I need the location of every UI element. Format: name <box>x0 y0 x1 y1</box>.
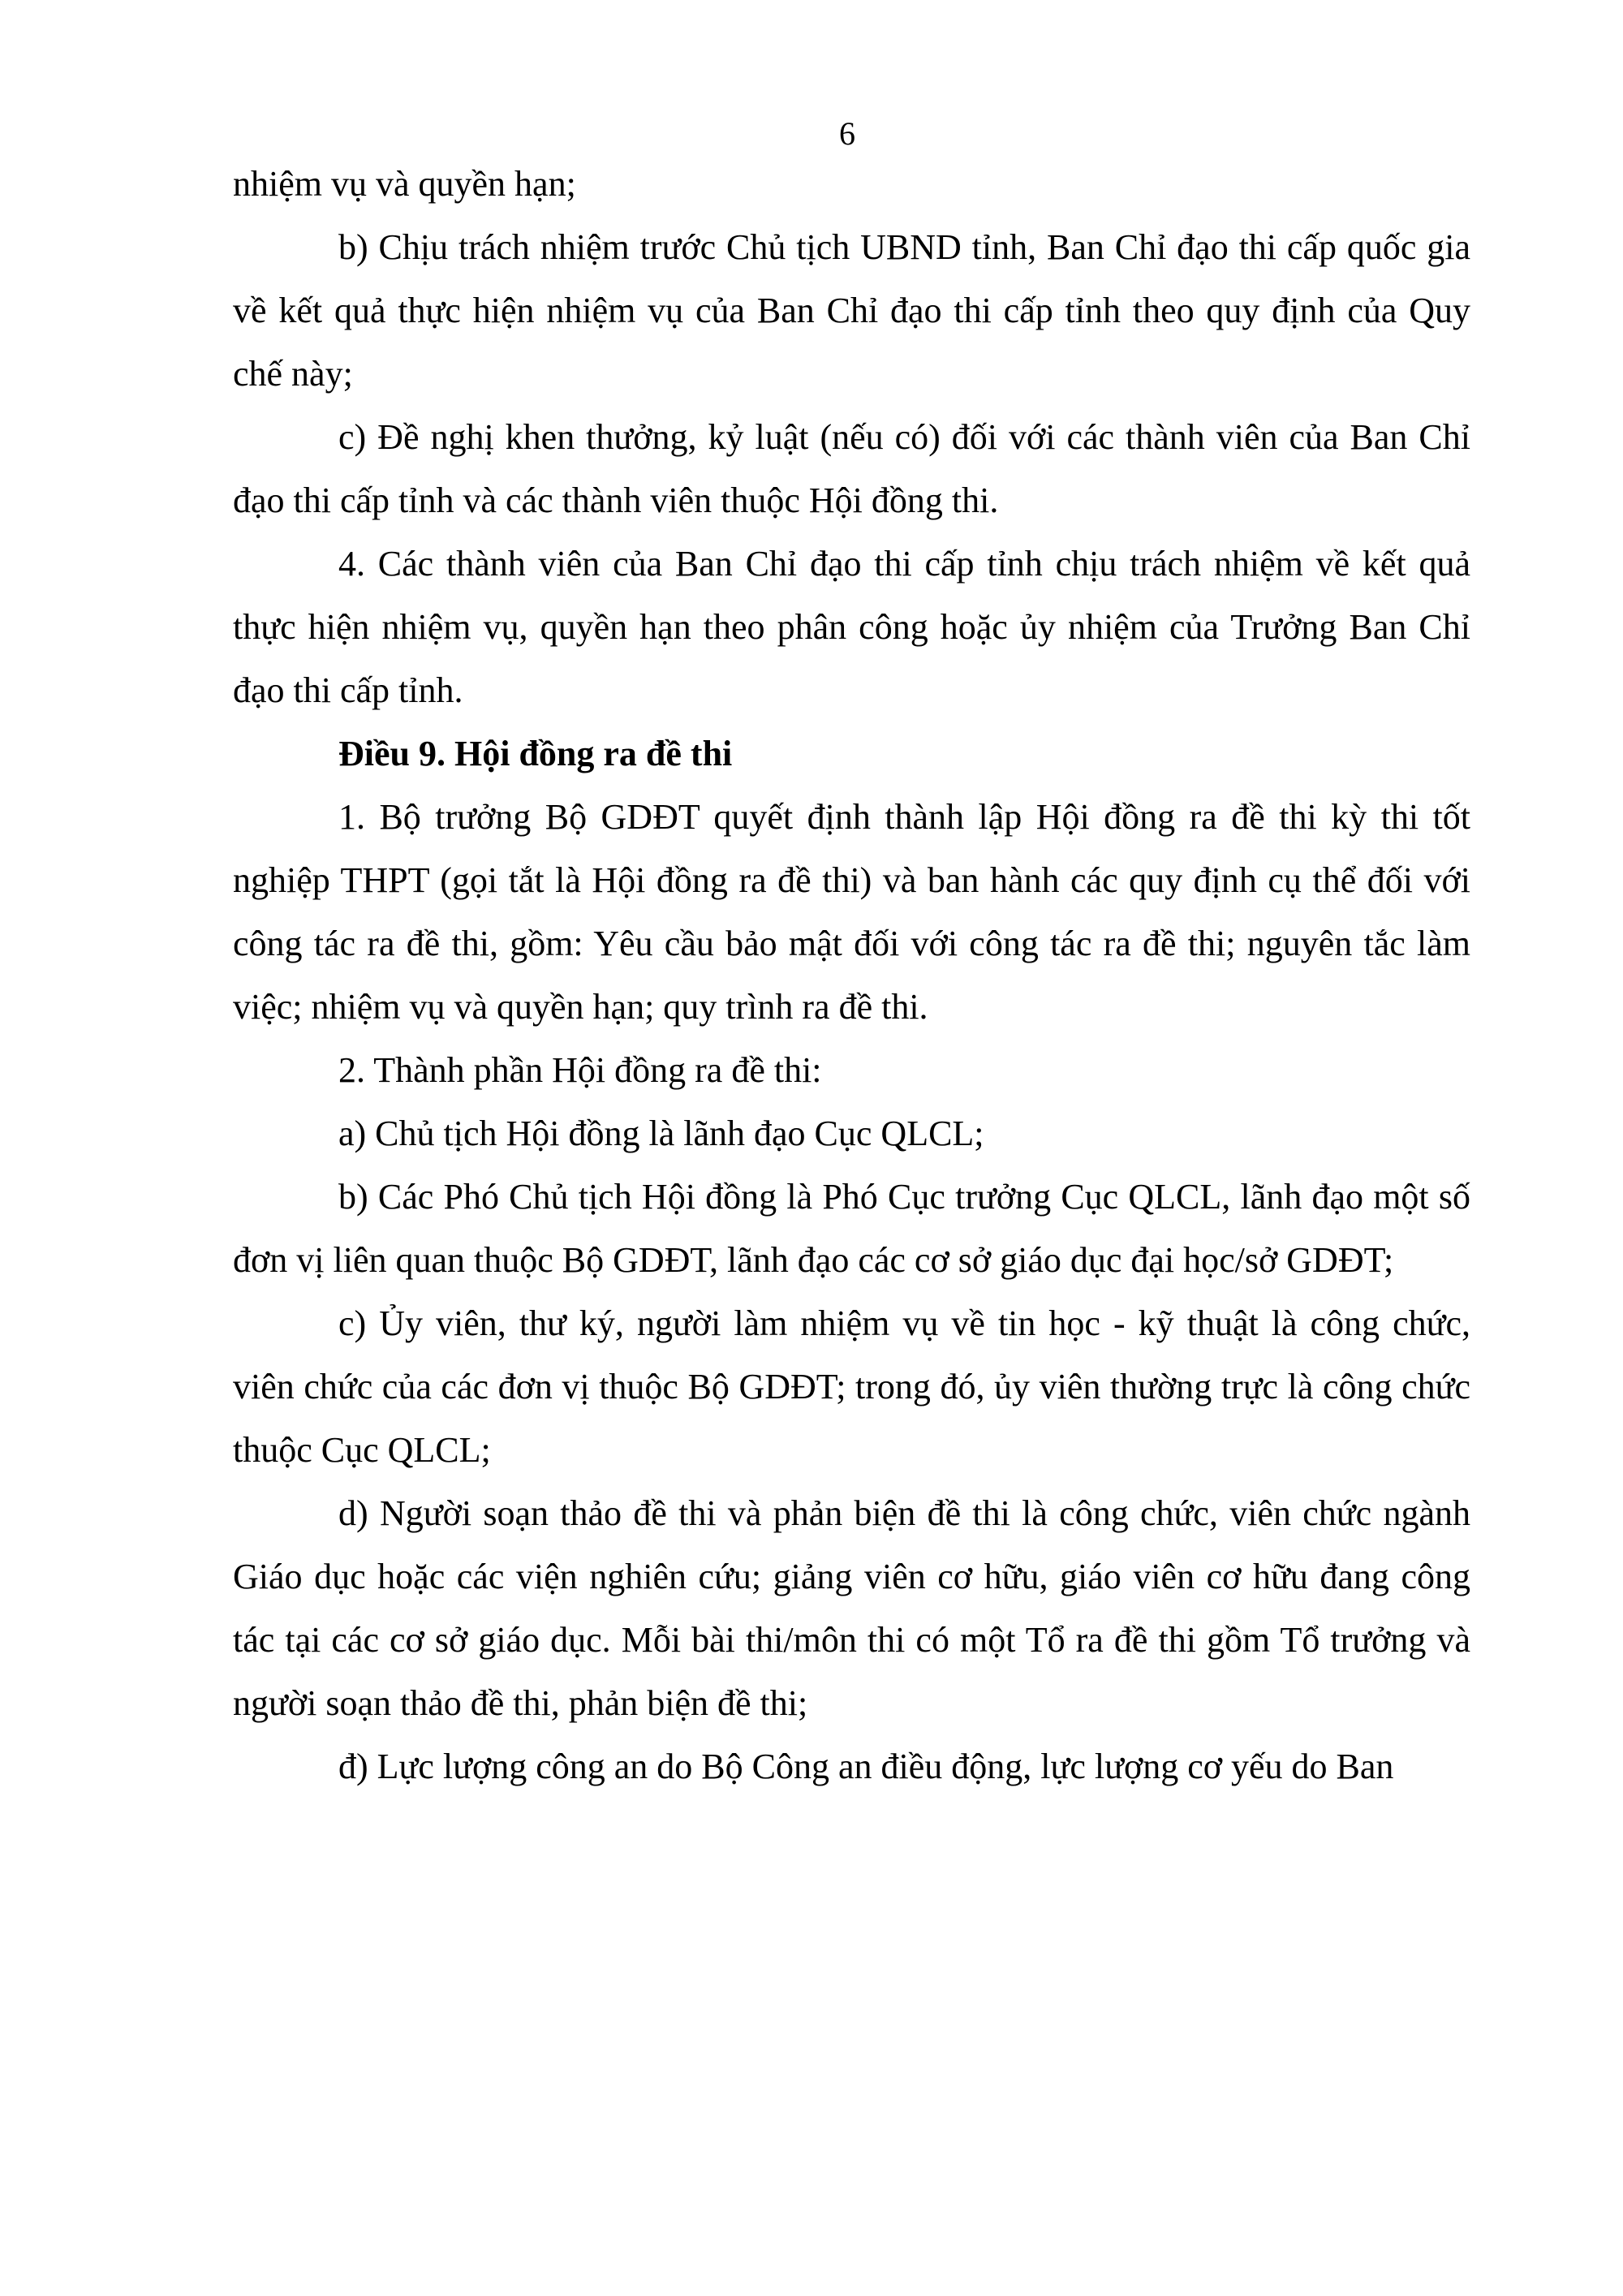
document-body <box>233 153 1470 1798</box>
page-number: 6 <box>839 115 855 152</box>
paragraph-continuation: nhiệm vụ và quyền hạn; <box>233 164 576 204</box>
paragraph-item-b: b) Chịu trách nhiệm trước Chủ tịch UBND tỉnh, Ban Chỉ đạo thi cấp quốc gia về kết quả thực hiện nhiệm vụ của Ban Chỉ đạo thi cấp tỉnh theo quy định của Quy chế này; <box>233 227 1470 394</box>
paragraph-clause-2: 2. Thành phần Hội đồng ra đề thi: <box>338 1050 822 1090</box>
paragraph-item-a: a) Chủ tịch Hội đồng là lãnh đạo Cục QLCL; <box>338 1114 984 1153</box>
paragraph-clause-1: 1. Bộ trưởng Bộ GDĐT quyết định thành lập Hội đồng ra đề thi kỳ thi tốt nghiệp THPT (gọi tắt là Hội đồng ra đề thi) và ban hành các quy định cụ thể đối với công tác ra đề thi, gồm: Yêu cầu bảo mật đối với công tác ra đề thi; nguyên tắc làm việc; nhiệm vụ và quyền hạn; quy trình ra đề thi. <box>233 797 1470 1027</box>
paragraph-item-d: d) Người soạn thảo đề thi và phản biện đề thi là công chức, viên chức ngành Giáo dục hoặc các viện nghiên cứu; giảng viên cơ hữu, giáo viên cơ hữu đang công tác tại các cơ sở giáo dục. Mỗi bài thi/môn thi có một Tổ ra đề thi gồm Tổ trưởng và người soạn thảo đề thi, phản biện đề thi; <box>233 1493 1470 1723</box>
paragraph-item-c: c) Đề nghị khen thưởng, kỷ luật (nếu có) đối với các thành viên của Ban Chỉ đạo thi cấp tỉnh và các thành viên thuộc Hội đồng thi. <box>233 417 1470 520</box>
paragraph-item-c-2: c) Ủy viên, thư ký, người làm nhiệm vụ về tin học - kỹ thuật là công chức, viên chức của các đơn vị thuộc Bộ GDĐT; trong đó, ủy viên thường trực là công chức thuộc Cục QLCL; <box>233 1303 1470 1470</box>
paragraph-item-b-2: b) Các Phó Chủ tịch Hội đồng là Phó Cục trưởng Cục QLCL, lãnh đạo một số đơn vị liên quan thuộc Bộ GDĐT, lãnh đạo các cơ sở giáo dục đại học/sở GDĐT; <box>233 1177 1470 1280</box>
paragraph-item-dd: đ) Lực lượng công an do Bộ Công an điều động, lực lượng cơ yếu do Ban <box>338 1747 1394 1786</box>
paragraph-clause-4: 4. Các thành viên của Ban Chỉ đạo thi cấp tỉnh chịu trách nhiệm về kết quả thực hiện nhiệm vụ, quyền hạn theo phân công hoặc ủy nhiệm của Trưởng Ban Chỉ đạo thi cấp tỉnh. <box>233 544 1470 710</box>
article-heading: Điều 9. Hội đồng ra đề thi <box>338 734 733 773</box>
